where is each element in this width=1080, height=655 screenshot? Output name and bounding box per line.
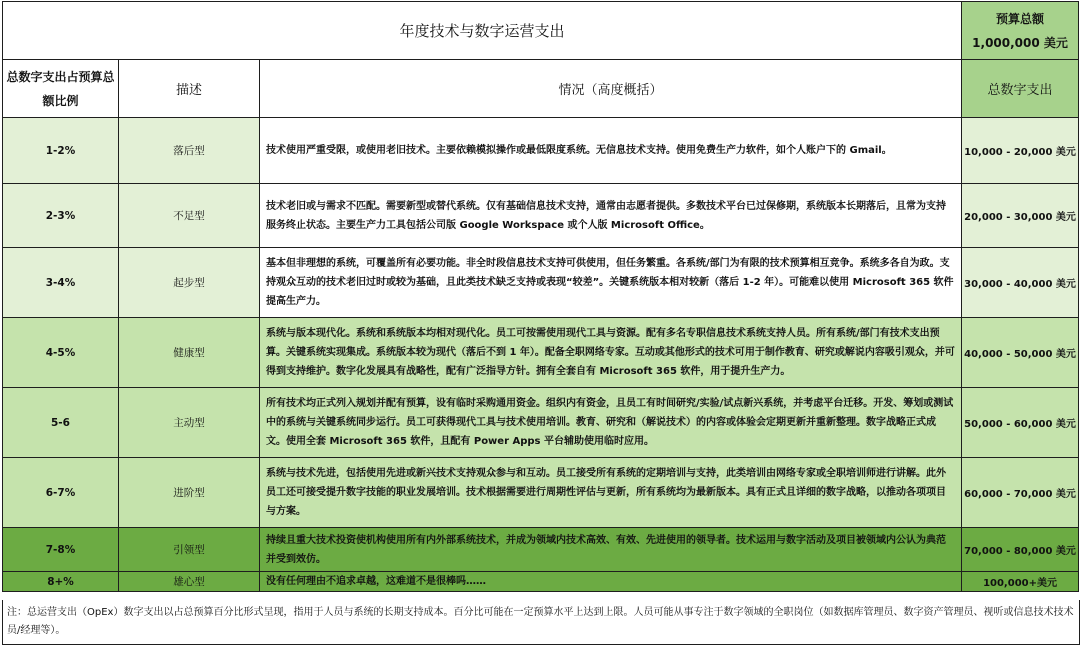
col-header-spend: 总数字支出	[962, 60, 1079, 118]
level-label: 不足型	[119, 184, 260, 248]
table-title: 年度技术与数字运营支出	[3, 2, 962, 60]
footnote: 注：总运营支出（OpEx）数字支出以占总预算百分比形式呈现，指用于人员与系统的长期支持成本。百分比可能在一定预算水平上达到上限。人员可能从事专注于数字领域的全职岗位（如数据库管理员、数字资产管理员、视听或信息技术技术员/经理等）。	[2, 600, 1080, 645]
col-header-desc: 描述	[119, 60, 260, 118]
amount-cell: 50,000 - 60,000 美元	[962, 388, 1079, 458]
level-label: 引领型	[119, 528, 260, 572]
level-label: 落后型	[119, 118, 260, 184]
level-label: 雄心型	[119, 572, 260, 592]
amount-cell: 10,000 - 20,000 美元	[962, 118, 1079, 184]
ratio-cell: 1-2%	[3, 118, 119, 184]
detail-cell: 没有任何理由不追求卓越，这难道不是很棒吗……	[260, 572, 962, 592]
table-row	[3, 318, 1079, 388]
level-label: 主动型	[119, 388, 260, 458]
detail-cell: 系统与技术先进，包括使用先进或新兴技术支持观众参与和互动。员工接受所有系统的定期培训与支持，此类培训由网络专家或全职培训师进行讲解。此外员工还可接受提升数字技能的职业发展培训。技术根据需要进行周期性评估与更新，所有系统均为最新版本。具有正式且详细的数字战略，以推动各项项目与方案。	[260, 458, 962, 528]
table-row	[3, 248, 1079, 318]
detail-cell: 所有技术均正式列入规划并配有预算，设有临时采购通用资金。组织内有资金，且员工有时间研究/实验/试点新兴系统，并考虑平台迁移。开发、筹划或测试中的系统与关键系统同步运行。员工可获得现代工具与技术使用培训。教育、研究和（解说技术）的内容或体验会定期更新并重新整理。数字战略正式成文。使用全套 Microsoft 365 软件，且配有 Power Apps 平台辅助使用临时应用。	[260, 388, 962, 458]
table-row	[3, 388, 1079, 458]
table-row	[3, 572, 1079, 592]
table-row	[3, 458, 1079, 528]
title-row	[3, 2, 1079, 60]
col-header-ratio: 总数字支出占预算总额比例	[3, 60, 119, 118]
level-label: 健康型	[119, 318, 260, 388]
amount-cell: 70,000 - 80,000 美元	[962, 528, 1079, 572]
amount-cell: 60,000 - 70,000 美元	[962, 458, 1079, 528]
budget-cell	[962, 2, 1079, 60]
budget-label: 预算总额	[996, 11, 1045, 26]
ratio-cell: 5-6	[3, 388, 119, 458]
spending-table	[2, 1, 1079, 592]
amount-cell: 20,000 - 30,000 美元	[962, 184, 1079, 248]
ratio-cell: 8+%	[3, 572, 119, 592]
budget-value: 1,000,000 美元	[972, 35, 1068, 50]
detail-cell: 系统与版本现代化。系统和系统版本均相对现代化。员工可按需使用现代工具与资源。配有多名专职信息技术系统支持人员。所有系统/部门有技术支出预算。关键系统实现集成。系统版本较为现代（落后不到 1 年）。配备全职网络专家。互动或其他形式的技术可用于制作教育、研究或解说内容吸引观众，并可得到支持维护。数字化发展具有战略性，配有广泛指导方针。拥有全套自有 Microsoft 365 软件，用于提升生产力。	[260, 318, 962, 388]
header-row	[3, 60, 1079, 118]
ratio-cell: 2-3%	[3, 184, 119, 248]
table-row	[3, 528, 1079, 572]
col-header-detail: 情况（高度概括）	[260, 60, 962, 118]
ratio-cell: 4-5%	[3, 318, 119, 388]
amount-cell: 40,000 - 50,000 美元	[962, 318, 1079, 388]
amount-cell: 30,000 - 40,000 美元	[962, 248, 1079, 318]
table-row	[3, 118, 1079, 184]
level-label: 起步型	[119, 248, 260, 318]
detail-cell: 基本但非理想的系统，可覆盖所有必要功能。非全时段信息技术支持可供使用，但任务繁重。各系统/部门为有限的技术预算相互竞争。系统多各自为政。支持观众互动的技术老旧过时或较为基础，且此类技术缺乏支持或表现“较差”。关键系统版本相对较新（落后 1-2 年）。可能难以使用 Microsoft 365 软件提高生产力。	[260, 248, 962, 318]
table-row	[3, 184, 1079, 248]
level-label: 进阶型	[119, 458, 260, 528]
ratio-cell: 6-7%	[3, 458, 119, 528]
ratio-cell: 3-4%	[3, 248, 119, 318]
ratio-cell: 7-8%	[3, 528, 119, 572]
detail-cell: 技术老旧或与需求不匹配。需要新型或替代系统。仅有基础信息技术支持，通常由志愿者提供。多数技术平台已过保修期，系统版本长期落后，且常为支持服务终止状态。主要生产力工具包括公司版 Google Workspace 或个人版 Microsoft Office。	[260, 184, 962, 248]
detail-cell: 持续且重大技术投资使机构使用所有内外部系统技术，并成为领域内技术高效、有效、先进使用的领导者。技术运用与数字活动及项目被领域内公认为典范并受到效仿。	[260, 528, 962, 572]
detail-cell: 技术使用严重受限，或使用老旧技术。主要依赖模拟操作或最低限度系统。无信息技术支持。使用免费生产力软件，如个人账户下的 Gmail。	[260, 118, 962, 184]
amount-cell: 100,000+美元	[962, 572, 1079, 592]
